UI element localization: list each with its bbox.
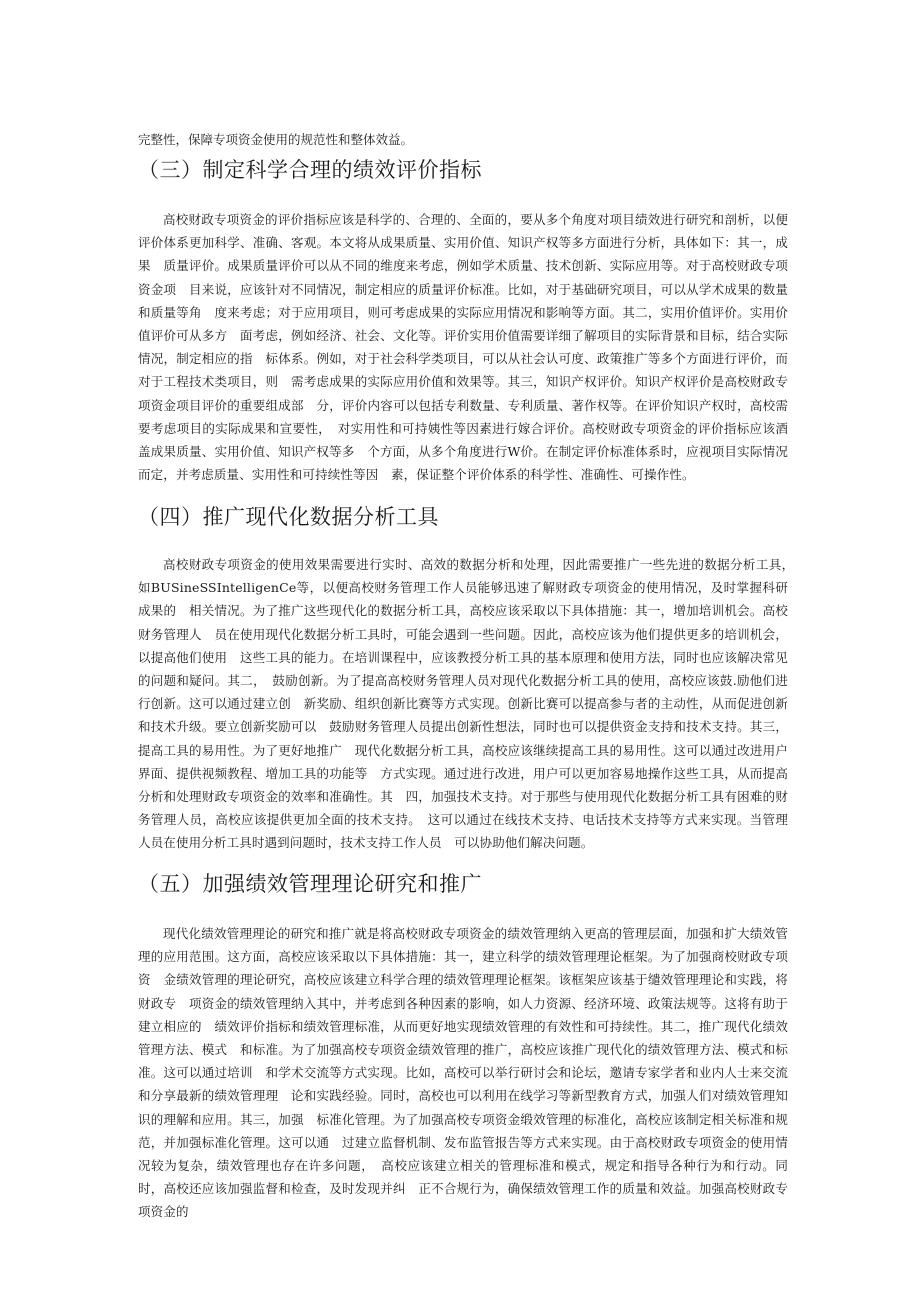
intro-fragment: 完整性，保障专项资金使用的规范性和整体效益。 — [138, 131, 414, 147]
section-paragraph-4: 高校财政专项资金的使用效果需要进行实时、高效的数据分析和处理，因此需要推广一些先进的数据分析工具， 如BUSineSSIntelligenCe等，以便高校财务管理工作人员能够迅速了解财政专项资金的使用情况，及时掌握科研成果的 相关情况。为了推广这些现代化的数据分析工具，高校应该采取以下具体措施：其一，增加培训机会。高校财务管理人 员在使用现代化数据分析工具时，可能会遇到一些问题。因此，高校应该为他们提供更多的培训机会，以提高他们使用 这些工具的能力。在培训课程中，应该教授分析工具的基本原理和使用方法，同时也应该解决常见的问题和疑问。其二， 鼓励创新。为了提高高校财务管理人员对现代化数据分析工具的使用，高校应该鼓.励他们进行创新。这可以通过建立创 新奖励、组织创新比赛等方式实现。创新比赛可以提高参与者的主动性，从而促进创新和技术升级。要立创新奖励可以 鼓励财务管理人员提出创新性想法，同时也可以提供资金支持和技术支持。其三，提高工具的易用性。为了更好地推广 现代化数据分析工具，高校应该继续提高工具的易用性。这可以通过改进用户界面、提供视频教程、增加工具的功能等 方式实现。通过进行改进，用户可以更加容易地操作这些工具，从而提高分析和处理财政专项资金的效率和准确性。其 四，加强技术支持。对于那些与使用现代化数据分析工具有困难的财务管理人员，高校应该提供更加全面的技术支持。 这可以通过在线技术支持、电话技术支持等方式来实现。当管理人员在使用分析工具时遇到问题时，技术支持工作人员 可以协助他们解决问题。 — [138, 557, 826, 851]
section-paragraph-3: 高校财政专项资金的评价指标应该是科学的、合理的、全面的，要从多个角度对项目绩效进行研究和剖析，以便 评价体系更加科学、准确、客观。本文将从成果质量、实用价值、知识产权等多方面进行分析，具体如下：其一，成果 质量评价。成果质量评价可以从不同的维度来考虑，例如学术质量、技术创新、实际应用等。对于高校财政专项资金项 目来说，应该针对不同情况，制定相应的质量评价标准。比如，对于基础研究项目，可以从学术成果的数量和质量等角 度来考虑；对于应用项目，则可考虑成果的实际应用情况和影响等方面。其二，实用价值评价。实用价值评价可从多方 面考虑，例如经济、社会、文化等。评价实用价值需要详细了解项目的实际背景和目标，结合实际情况，制定相应的指 标体系。例如，对于社会科学类项目，可以从社会认可度、政策推广等多个方面进行评价，而对于工程技术类项目，则 需考虑成果的实际应用价值和效果等。其三，知识产权评价。知识产权评价是高校财政专项资金项目评价的重要组成部 分，评价内容可以包括专利数量、专利质量、著作权等。在评价知识产权时，高校需要考虑项目的实际成果和宣要性， 对实用性和可持姨性等因素进行嫁合评价。高校财政专项资金的评价指标应该酒盖成果质量、实用价值、知识产权等多 个方面，从多个角度进行W价。在制定评价标准体系时，应视项目实际情况而定，并考虑质量、实用性和可持续性等因 素，保证整个评价体系的科学性、准确性、可操作性。 — [138, 212, 801, 483]
section-heading-4: （四）推广现代化数据分析工具 — [138, 505, 439, 529]
section-heading-3: （三）制定科学合理的绩效评价指标 — [138, 158, 482, 182]
section-heading-5: （五）加强绩效管理理论研究和推广 — [138, 872, 482, 896]
section-paragraph-5: 现代化绩效管理理论的研究和推广就是将高校财政专项资金的绩效管理纳入更高的管理层面，加强和扩大绩效管 理的应用范围。这方面，高校应该采取以下具体措施：其一，建立科学的绩效管理理论框架。为了加强商校财政专项资 金绩效管理的理论研究，高校应该建立科学合理的绩效管理理论框架。该框架应该基于缱效管理理论和实践，将财政专 项资金的绩效管理纳入其中，并考虑到各种因素的影响，如人力资源、经济环境、政策法规等。这将有助于建立相应的 绩效评价指标和绩效管理标准，从而更好地实现绩效管理的有效性和可持续性。其二，推广现代化绩效管理方法、模式 和标准。为了加强高校专项资金绩效管理的推广，高校应该推广现代化的绩效管理方法、模式和标准。这可以通过培训 和学术交流等方式实现。比如，高校可以举行研讨会和论坛，邀请专家学者和业内人士来交流和分享最新的绩效管理理 论和实践经验。同时，高校也可以利用在线学习等新型教育方式，加强人们对绩效管理知识的理解和应用。其三，加强 标准化管理。为了加强高校专项资金缎效管理的标准化，高校应该制定相关标准和规范，并加强标准化管理。这可以通 过建立监督机制、发布监管报告等方式来实现。由于高校财政专项资金的使用情况较为复杂，绩效管理也存在许多问题， 高校应该建立相关的管理标准和模式，规定和指导各种行为和行动。同时，高校还应该加强监督和检查，及时发现并纠 正不合规行为，确保绩效管理工作的质量和效益。加强高校财政专项资金的 — [138, 926, 801, 1220]
